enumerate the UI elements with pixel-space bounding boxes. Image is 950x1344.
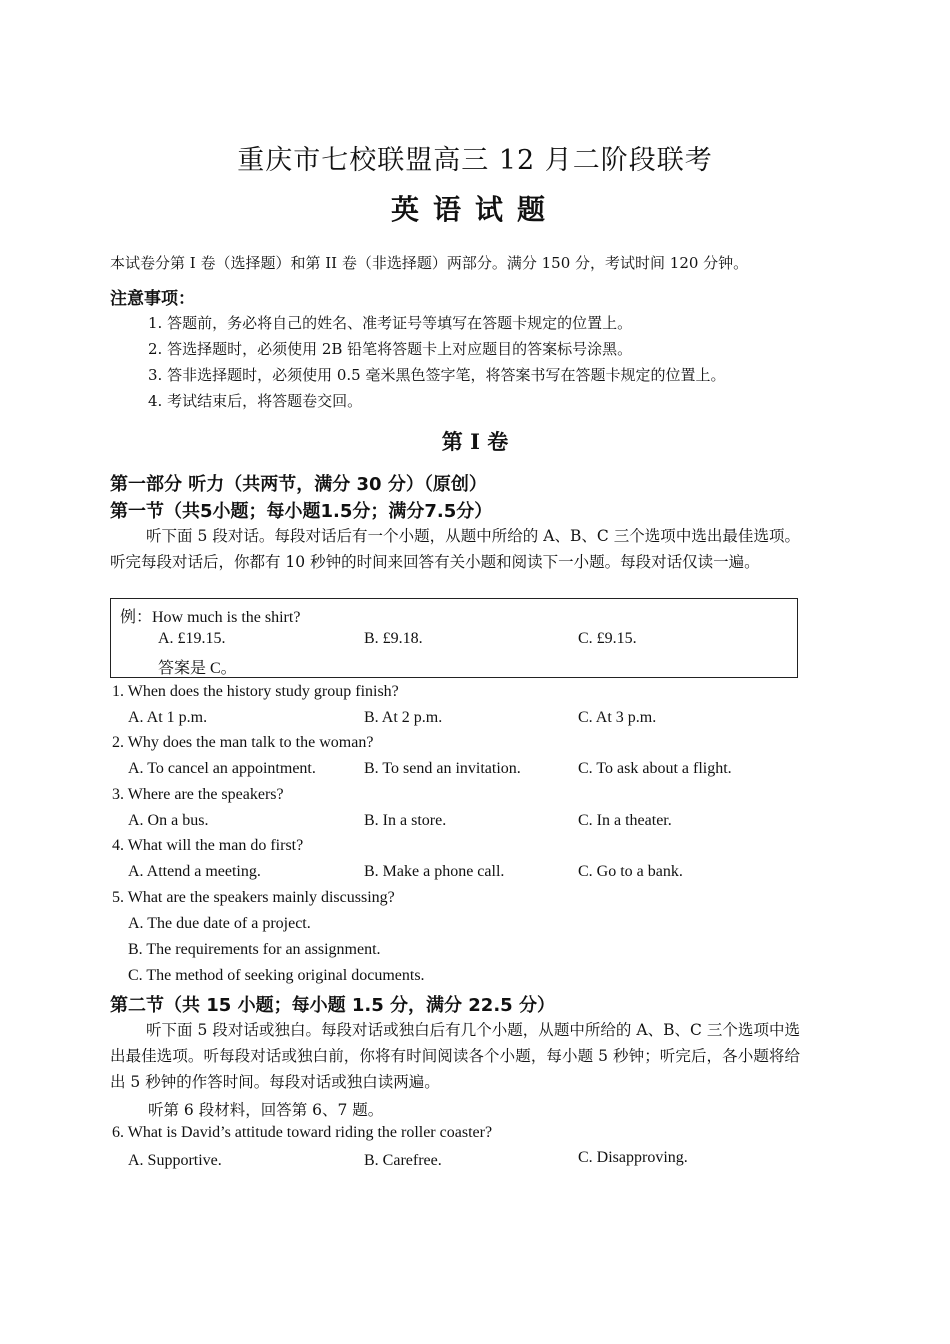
- option-5a: A. The due date of a project.: [128, 915, 311, 932]
- question-1: 1. When does the history study group finish?: [112, 683, 399, 700]
- example-option-a: A. £19.15.: [158, 630, 226, 647]
- option-2b: B. To send an invitation.: [364, 760, 521, 777]
- section1-heading: 第一节（共5小题；每小题1.5分；满分7.5分）: [110, 501, 493, 522]
- option-2c: C. To ask about a flight.: [578, 760, 732, 777]
- example-option-c: C. £9.15.: [578, 630, 637, 647]
- option-4a: A. Attend a meeting.: [128, 863, 261, 880]
- option-3a: A. On a bus.: [128, 812, 209, 829]
- section1-instructions: 听下面 5 段对话。每段对话后有一个小题，从题中所给的 A、B、C 三个选项中选出最佳选项。听完每段对话后，你都有 10 秒钟的时间来回答有关小题和阅读下一小题。每段对话仅读一遍。: [110, 527, 800, 571]
- section2-heading: 第二节（共 15 小题；每小题 1.5 分，满分 22.5 分）: [110, 995, 555, 1016]
- option-1c: C. At 3 p.m.: [578, 709, 657, 726]
- notes-heading: 注意事项：: [110, 289, 195, 309]
- question-5: 5. What are the speakers mainly discussing?: [112, 889, 395, 906]
- question-4: 4. What will the man do first?: [112, 837, 304, 854]
- option-2a: A. To cancel an appointment.: [128, 760, 316, 777]
- material-6-note: 听第 6 段材料，回答第 6、7 题。: [148, 1101, 384, 1119]
- note-item: 3. 答非选择题时，必须使用 0.5 毫米黑色签字笔，将答案书写在答题卡规定的位置上。: [148, 366, 726, 384]
- example-option-b: B. £9.18.: [364, 630, 423, 647]
- option-4b: B. Make a phone call.: [364, 863, 505, 880]
- option-4c: C. Go to a bank.: [578, 863, 683, 880]
- question-6: 6. What is David’s attitude toward riding the roller coaster?: [112, 1124, 493, 1141]
- option-5b: B. The requirements for an assignment.: [128, 941, 381, 958]
- option-1b: B. At 2 p.m.: [364, 709, 443, 726]
- question-2: 2. Why does the man talk to the woman?: [112, 734, 374, 751]
- option-6b: B. Carefree.: [364, 1152, 442, 1169]
- option-1a: A. At 1 p.m.: [128, 709, 208, 726]
- question-3: 3. Where are the speakers?: [112, 786, 284, 803]
- part1-heading: 第一部分 听力（共两节，满分 30 分）（原创）: [110, 474, 487, 495]
- subject-title: 英语试题: [390, 193, 559, 226]
- option-3c: C. In a theater.: [578, 812, 672, 829]
- section2-instructions: 听下面 5 段对话或独白。每段对话或独白后有几个小题，从题中所给的 A、B、C 三个选项中选出最佳选项。听每段对话或独白前，你将有时间阅读各个小题，每小题 5 秒钟；听完后，各小题将给出 5 秒钟的作答时间。每段对话或独白读两遍。: [110, 1021, 800, 1091]
- exam-title: 重庆市七校联盟高三 12 月二阶段联考: [237, 145, 713, 176]
- example-question: 例：How much is the shirt?: [120, 609, 301, 626]
- example-answer: 答案是 C。: [158, 660, 237, 677]
- intro-text: 本试卷分第 I 卷（选择题）和第 II 卷（非选择题）两部分。满分 150 分，考试时间 120 分钟。: [110, 254, 749, 272]
- note-item: 1. 答题前，务必将自己的姓名、准考证号等填写在答题卡规定的位置上。: [148, 314, 633, 332]
- note-item: 4. 考试结束后，将答题卷交回。: [148, 392, 363, 410]
- volume-heading: 第 I 卷: [441, 429, 509, 454]
- option-3b: B. In a store.: [364, 812, 447, 829]
- option-6a: A. Supportive.: [128, 1152, 222, 1169]
- option-6c: C. Disapproving.: [578, 1149, 688, 1166]
- option-5c: C. The method of seeking original documents.: [128, 967, 425, 984]
- note-item: 2. 答选择题时，必须使用 2B 铅笔将答题卡上对应题目的答案标号涂黑。: [148, 340, 633, 358]
